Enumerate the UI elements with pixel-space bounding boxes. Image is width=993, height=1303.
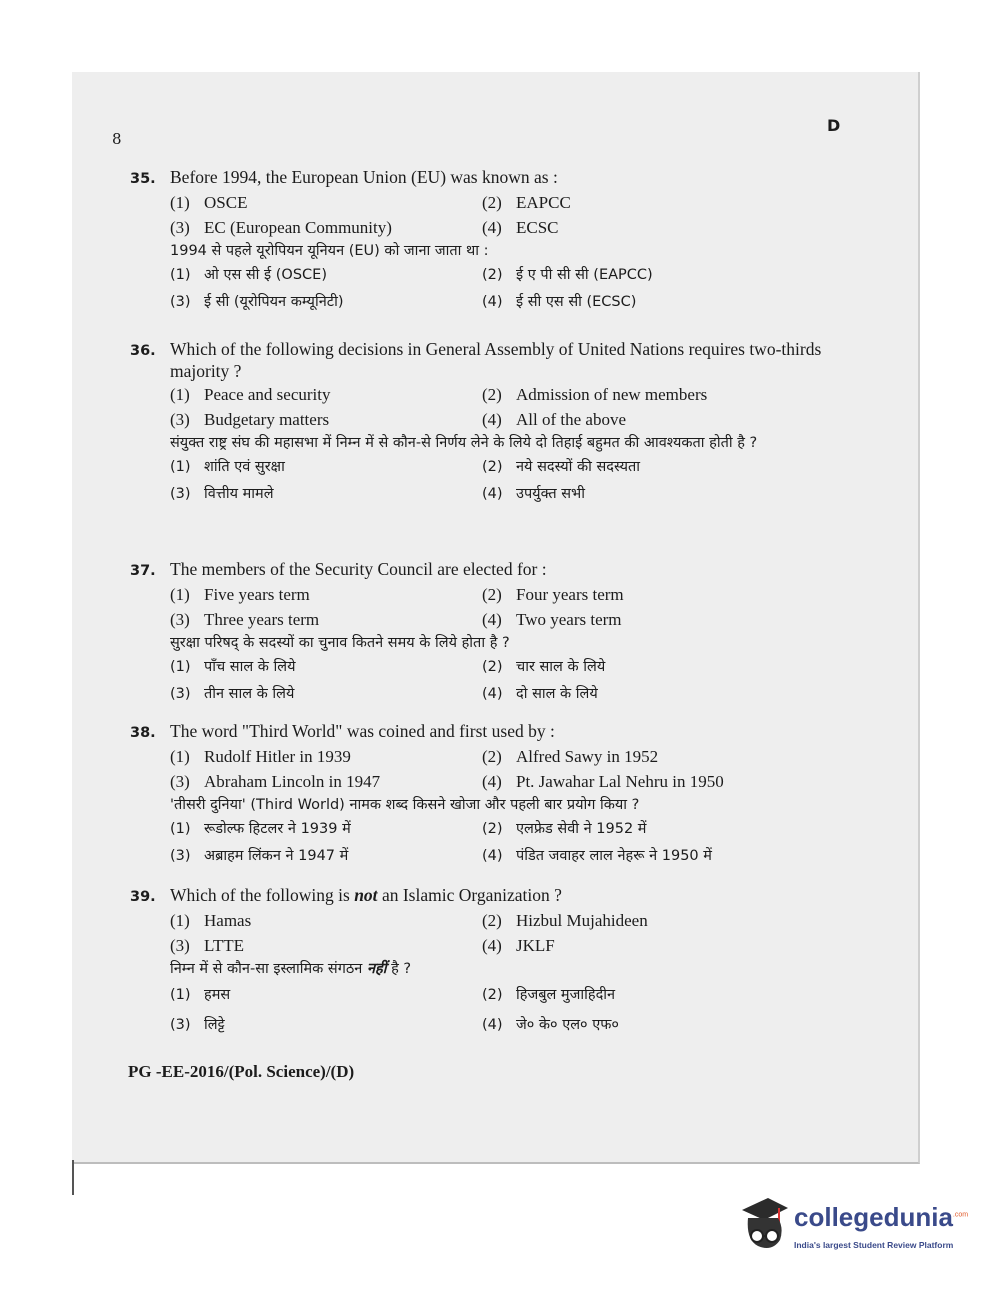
question-39	[130, 884, 842, 1040]
option-4: (4) Two years term	[482, 610, 622, 629]
logo-wordmark: collegedunia$^{.com}$	[794, 1202, 969, 1232]
option-3: (3) LTTE	[170, 936, 244, 955]
logo-tagline: India's largest Student Review Platform	[794, 1240, 954, 1250]
option-1-hi: (1) रूडोल्फ हिटलर ने 1939 में	[170, 821, 351, 837]
option-2: (2) Alfred Sawy in 1952	[482, 747, 659, 766]
option-1: (1) Peace and security	[170, 385, 331, 404]
question-text-en: Before 1994, the European Union (EU) was known as :	[170, 167, 558, 187]
option-2: (2) Hizbul Mujahideen	[482, 911, 648, 930]
collegedunia-logo[interactable]	[738, 1196, 968, 1266]
option-4: (4) JKLF	[482, 936, 555, 955]
option-4-hi: (4) पंडित जवाहर लाल नेहरू ने 1950 में	[482, 848, 712, 864]
option-2-hi: (2) चार साल के लिये	[482, 659, 606, 675]
option-1: (1) Five years term	[170, 585, 310, 604]
mascot-icon	[738, 1196, 792, 1256]
option-4-hi: (4) दो साल के लिये	[482, 686, 598, 702]
question-number: 39.	[130, 889, 156, 905]
option-1: (1) Rudolf Hitler in 1939	[170, 747, 351, 766]
question-text-hi: 'तीसरी दुनिया' (Third World) नामक शब्द किसने खोजा और पहली बार प्रयोग किया ?	[170, 797, 640, 813]
option-2-hi: (2) ई ए पी सी सी (EAPCC)	[482, 267, 653, 283]
option-3-hi: (3) लिट्टे	[170, 1017, 225, 1033]
question-number: 37.	[130, 563, 156, 579]
option-3-hi: (3) ई सी (यूरोपियन कम्यूनिटी)	[170, 294, 344, 310]
question-text-en: Which of the following decisions in General Assembly of United Nations requires two-thirds majority ?	[170, 339, 822, 381]
question-37	[130, 558, 842, 708]
option-4-hi: (4) जे० के० एल० एफ०	[482, 1017, 619, 1033]
question-text-en: Which of the following is not an Islamic Organization ?	[170, 885, 562, 905]
question-number: 35.	[130, 171, 156, 187]
option-1-hi: (1) ओ एस सी ई (OSCE)	[170, 267, 327, 283]
option-4: (4) ECSC	[482, 218, 559, 237]
option-3: (3) Abraham Lincoln in 1947	[170, 772, 381, 791]
question-text-hi: सुरक्षा परिषद् के सदस्यों का चुनाव कितने समय के लिये होता है ?	[170, 635, 510, 651]
question-text-hi: निम्न में से कौन-सा इस्लामिक संगठन नहीं है ?	[170, 961, 412, 977]
options-hi	[130, 816, 842, 870]
question-text-hi: संयुक्त राष्ट्र संघ की महासभा में निम्न में से कौन-से निर्णय लेने के लिये दो तिहाई बहुमत की आवश्यकता होती है ?	[170, 435, 758, 451]
question-text-en: The members of the Security Council are elected for :	[170, 559, 547, 579]
paper-code: PG -EE-2016/(Pol. Science)/(D)	[128, 1062, 355, 1081]
question-text-en: The word "Third World" was coined and first used by :	[170, 721, 555, 741]
option-4: (4) Pt. Jawahar Lal Nehru in 1950	[482, 772, 724, 791]
option-1: (1) Hamas	[170, 911, 252, 930]
option-1-hi: (1) शांति एवं सुरक्षा	[170, 459, 285, 475]
page-edge	[72, 1160, 74, 1195]
option-2-hi: (2) हिजबुल मुजाहिदीन	[482, 987, 616, 1003]
options-en	[130, 908, 842, 958]
set-letter: D	[827, 116, 841, 135]
option-2: (2) EAPCC	[482, 193, 571, 212]
option-4-hi: (4) उपर्युक्त सभी	[482, 486, 585, 502]
question-number: 38.	[130, 725, 156, 741]
option-3-hi: (3) अब्राहम लिंकन ने 1947 में	[170, 848, 349, 864]
options-en	[130, 582, 842, 632]
option-4: (4) All of the above	[482, 410, 626, 429]
option-2-hi: (2) एलफ्रेड सेवी ने 1952 में	[482, 821, 647, 837]
options-en	[130, 744, 842, 794]
option-2: (2) Admission of new members	[482, 385, 708, 404]
option-3: (3) Three years term	[170, 610, 320, 629]
options-hi	[130, 980, 842, 1040]
option-3: (3) EC (European Community)	[170, 218, 392, 237]
option-2-hi: (2) नये सदस्यों की सदस्यता	[482, 459, 641, 475]
option-3: (3) Budgetary matters	[170, 410, 330, 429]
option-4-hi: (4) ई सी एस सी (ECSC)	[482, 294, 637, 310]
options-en	[130, 190, 842, 240]
question-36	[130, 338, 842, 508]
option-1-hi: (1) हमस	[170, 987, 231, 1003]
option-2: (2) Four years term	[482, 585, 624, 604]
option-3-hi: (3) वित्तीय मामले	[170, 486, 274, 502]
question-38	[130, 720, 842, 870]
option-1-hi: (1) पाँच साल के लिये	[170, 659, 296, 675]
option-1: (1) OSCE	[170, 193, 248, 212]
page-number: 8	[112, 130, 122, 148]
question-text-hi: 1994 से पहले यूरोपियन यूनियन (EU) को जाना जाता था :	[170, 243, 489, 259]
question-number: 36.	[130, 343, 156, 359]
options-hi	[130, 262, 842, 316]
options-en	[130, 382, 842, 432]
options-hi	[130, 654, 842, 708]
options-hi	[130, 454, 842, 508]
question-35	[130, 166, 842, 316]
option-3-hi: (3) तीन साल के लिये	[170, 686, 295, 702]
